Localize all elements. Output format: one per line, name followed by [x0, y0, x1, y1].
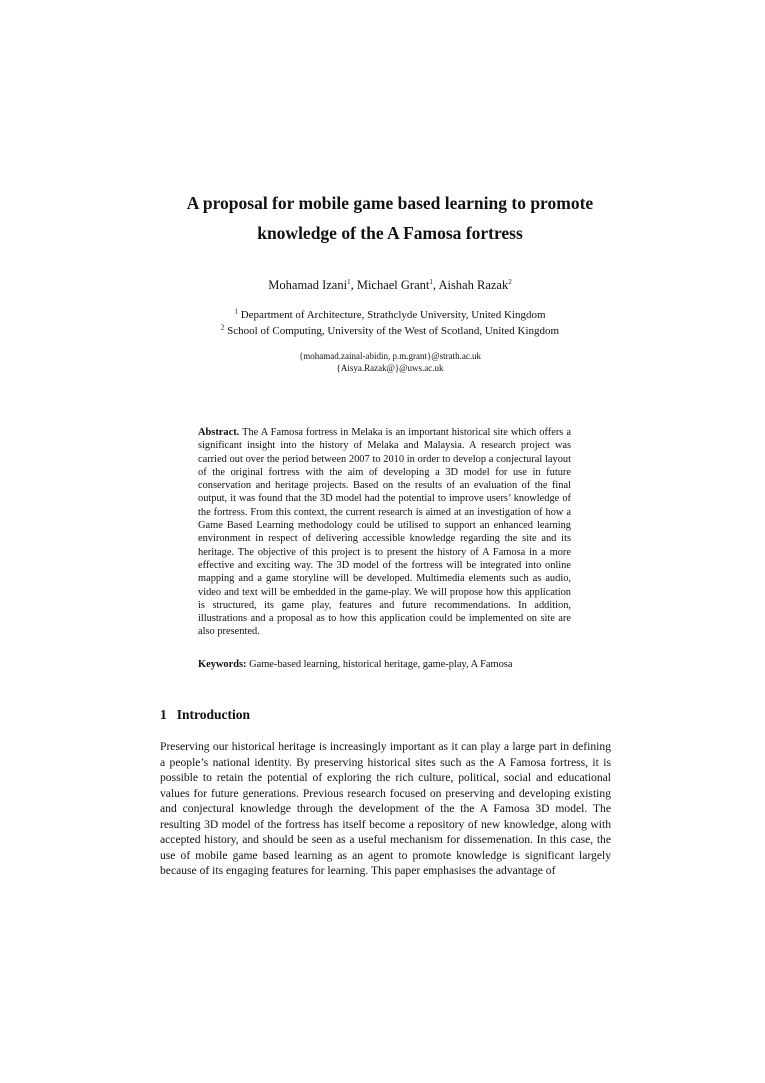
author-name: Mohamad Izani: [268, 278, 348, 292]
abstract-text: The A Famosa fortress in Melaka is an important historical site which offers a significant insight into the history of Melaka and Malaysia. A research project was carried out over the period between 2007 to 2010 in order to develop a conjectural layout of the original fortress with the aim of developing a 3D model for use in future conservation and heritage projects. Based on the results of an evaluation of the final output, it was found that the 3D model had the potential to improve users’ knowledge of the fortress. From this context, the current research is aimed at an investigation of how a Game Based Learning methodology could be utilised to support an enhanced learning environment in respect of delivering accessible knowledge regarding the site and its heritage. The objective of this project is to present the history of A Famosa in a more effective and exciting way. The 3D model of the fortress will be integrated into online mapping and a game storyline will be developed. Multimedia elements such as audio, video and text will be embedded in the game-play. We will propose how this application is structured, its game play, features and future recommendations. In addition, illustrations and a proposal as to how this application could be implemented on site are also presented.: [198, 427, 571, 638]
affiliation-mark: 2: [220, 323, 225, 332]
paper-title: [120, 188, 660, 248]
author-list: Mohamad Izani$^1$, Michael Grant$^1$, Aishah Razak$^2$: [268, 277, 512, 292]
author-name: Aishah Razak: [438, 278, 509, 292]
abstract-label: Abstract.: [198, 427, 240, 438]
affiliation-mark: 1: [234, 307, 238, 316]
affiliation-text: School of Computing, University of the West of Scotland, United Kingdom: [227, 325, 560, 337]
affiliation: [120, 307, 660, 323]
author-affil-mark: 1: [429, 277, 433, 286]
title-line-1: A proposal for mobile game based learning to promote: [186, 193, 594, 213]
section-number: 1: [160, 707, 167, 722]
title-line-2: knowledge of the A Famosa fortress: [257, 223, 523, 243]
introduction-paragraph: Preserving our historical heritage is increasingly important as it can play a large part in defining a people’s national identity. By preserving historical sites such as the A Famosa fortress, it is possible to retain the potential of exploring the rich culture, political, social and educational values for future generations. Previous research focused on preserving and developing existing and conjectural knowledge through the development of the the A Famosa 3D model. The resulting 3D model of the fortress has itself become a repository of new knowledge, along with accepted history, and should be seen as a useful mechanism for dissemenation. In this case, the use of mobile game based learning as an agent to promote knowledge is significant largely because of its engaging features for learning. This paper emphasises the advantage of: [160, 740, 611, 877]
author-name: Michael Grant: [356, 278, 430, 292]
keywords-label: Keywords:: [198, 659, 247, 670]
author-affil-mark: 1: [347, 277, 351, 286]
author-affil-mark: 2: [508, 277, 512, 286]
affiliation: [120, 323, 660, 339]
keywords-text: Game-based learning, historical heritage, game-play, A Famosa: [249, 659, 513, 670]
email-line: {Aisya.Razak@}@uws.ac.uk: [336, 363, 444, 373]
affiliation-text: Department of Architecture, Strathclyde University, United Kingdom: [240, 309, 546, 321]
author-emails: [120, 350, 660, 374]
section-title: Introduction: [176, 707, 251, 722]
affiliations: [120, 307, 660, 339]
abstract: [198, 426, 571, 639]
email-line: {mohamad.zainal-abidin, p.m.grant}@strath.ac.uk: [298, 351, 482, 361]
keywords: [198, 658, 571, 671]
section-heading: [160, 707, 250, 723]
